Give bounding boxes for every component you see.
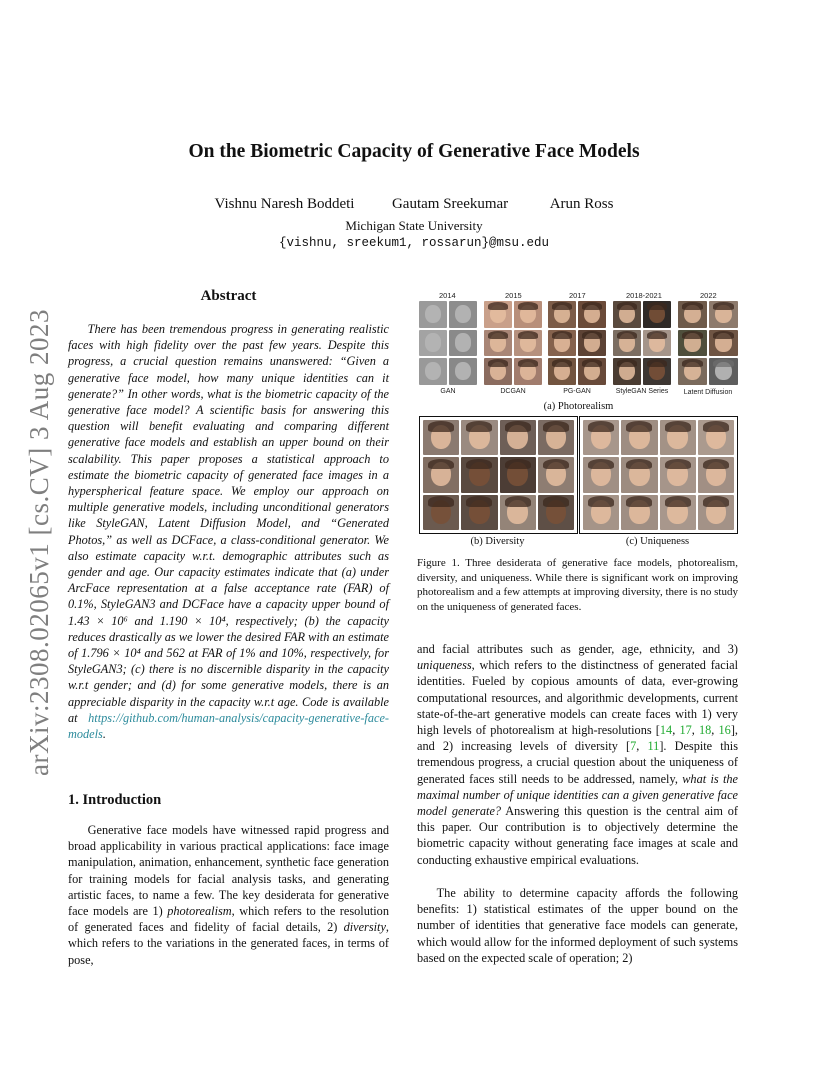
face-image [578,301,606,328]
face-image [709,330,738,357]
year-label: 2022 [700,291,717,300]
figure-1 [417,291,740,553]
abstract-end: . [102,727,106,742]
face-image [678,330,707,357]
face-image [484,330,512,357]
face-image [461,495,497,530]
face-image [461,457,497,492]
text-run: and facial attributes such as gender, age, ethnicity, and 3) [417,642,738,656]
face-image [678,358,707,385]
face-image [514,301,542,328]
body-paragraph: The ability to determine capacity affords the following benefits: 1) statistical estimates of the upper bound on the number of identities that generative face models can generate, which would allow for the informed deployment of such systems based on the expected scale of operation; 2) [417,886,738,965]
section-heading-introduction: 1. Introduction [68,792,162,808]
face-image [613,358,641,385]
face-image [548,330,576,357]
face-image [500,420,536,455]
model-label: DCGAN [500,388,526,395]
model-label: Latent Diffusion [683,389,733,396]
face-image [709,358,738,385]
face-image [514,358,542,385]
author-name: Gautam Sreekumar [391,196,509,212]
affiliation: Michigan State University [345,218,483,233]
face-image [698,495,734,530]
latent-diffusion-samples [678,301,738,385]
face-image [643,330,671,357]
face-image [583,495,619,530]
subfigure-caption-uniqueness: (c) Uniqueness [625,536,690,547]
citation-link[interactable]: 16 [718,723,731,738]
face-image [484,358,512,385]
face-image [548,301,576,328]
citation-link[interactable]: 14 [659,723,673,738]
text-run: ], and 2) increasing levels of diversity [ [417,723,738,754]
uniqueness-panel [579,416,738,534]
face-image [583,420,619,455]
face-image [449,301,477,328]
pggan-samples [548,301,606,385]
face-image [678,301,707,328]
face-image [698,420,734,455]
face-image [419,301,447,328]
face-image [484,301,512,328]
year-label: 2015 [505,291,522,300]
face-image [538,457,574,492]
face-image [578,358,606,385]
face-image [613,301,641,328]
diversity-grid [423,420,574,530]
emphasis-uniqueness: uniqueness [417,658,472,673]
text-run: ]. Despite this tremendous progress, a crucial question about the uniqueness of generated faces still needs to be addressed, namely, [417,739,738,786]
author-list [0,196,828,213]
subfigure-caption-photorealism: (a) Photorealism [543,401,614,412]
face-image [500,495,536,530]
face-image [709,301,738,328]
face-image [423,420,459,455]
face-image [461,420,497,455]
face-image [621,457,657,492]
face-image [643,358,671,385]
arxiv-identifier-stamp: arXiv:2308.02065v1 [cs.CV] 3 Aug 2023 [24,309,54,776]
uniqueness-grid [583,420,734,530]
author-name: Arun Ross [549,196,614,212]
face-image [419,358,447,385]
face-image [578,330,606,357]
model-label: GAN [440,388,456,395]
author-name: Vishnu Naresh Boddeti [214,196,355,212]
face-image [538,495,574,530]
subfigure-caption-diversity: (b) Diversity [470,536,525,547]
model-label: PG-GAN [563,388,591,395]
face-image [449,358,477,385]
face-image [500,457,536,492]
intro-paragraph [68,822,389,968]
year-label: 2018-2021 [626,291,662,300]
abstract-text: There has been tremendous progress in generating realistic faces with high fidelity over the past few years. Despite this progress, a crucial question remains unanswered: “Given a generative face model, how many unique identities can it generate?” In other words, what is the biometric capacity of the generative face model? A scientific basis for answering this question will benefit evaluating and comparing different generative face models and establish an upper bound on their scalability. This paper proposes a statistical approach to estimate the biometric capacity of generated face images in a hyperspherical feature space. We employ our approach on multiple generative models, including unconditional generators like StyleGAN, Latent Diffusion Model, and “Generated Photos,” as well as DCFace, a class-conditional generator. We also estimate capacity w.r.t. demographic attributes such as gender and age. Our capacity estimates indicate that (a) under ArcFace representation at a false acceptance rate (FAR) of 0.1%, StyleGAN3 and DCFace have a capacity upper bound of 1.43 × 10⁶ and 1.190 × 10⁴, respectively; (b) the capacity reduces drastically as we lower the desired FAR with an estimate of 1.796 × 10⁴ and 562 at FAR of 1% and 10%, respectively, for StyleGAN3; (c) there is no discernible disparity in the capacity w.r.t gender; and (d) for some generative models, there is an appreciable disparity in the capacity w.r.t age. Code is available at [68,322,389,725]
face-image [613,330,641,357]
face-image [643,301,671,328]
author-emails: {vishnu, sreekum1, rossarun}@msu.edu [278,236,550,250]
model-label: StyleGAN Series [615,388,669,395]
body-paragraph: and facial attributes such as gender, age, ethnicity, and 3) uniqueness, which refers to the distinctness of generated facial identities. Fueled by copious amounts of data, ever-growing computational resources, and algorithmic developments, current state-of-the-art generative models can create faces with 1) very high levels of photorealism at high-resolutions [14, 17, 18, 16], and 2) increasing levels of diversity [7, 11]. Despite this tremendous progress, a crucial question about the uniqueness of generated faces still needs to be addressed, namely, what is the maximal number of unique identities can a given generative face model generate? Answering this question is the central aim of this paper. Our contribution is to objectively determine the biometric capacity without generating face images at scale and conducting exhaustive empirical evaluations. [417,642,738,867]
dcgan-samples [484,301,542,385]
face-image [660,420,696,455]
face-image [419,330,447,357]
emphasis-photorealism: photorealism [167,904,232,919]
citation-link[interactable]: 17 [679,723,692,738]
face-image [538,420,574,455]
year-label: 2014 [439,291,456,300]
text-run: , which refers to the variations in the generated faces, in terms of pose, [68,920,389,967]
face-image [423,495,459,530]
citation-link[interactable]: 11 [647,739,660,754]
face-image [514,330,542,357]
citation-link[interactable]: 7 [630,739,637,754]
face-image [621,495,657,530]
text-run: Generative face models have witnessed rapid progress and broad applicability in various practical applications: face image manipulation, animation, enhancement, synthetic face generation for training models for facial analysis tasks, and generating artistic faces, to name a few. The key desiderata for generative face models are 1) [68,823,389,919]
abstract-heading: Abstract [200,288,257,304]
face-image [621,420,657,455]
emphasis-diversity: diversity [343,920,386,935]
figure-caption: Figure 1. Three desiderata of generative face models, photorealism, diversity, and uniqueness. While there is significant work on improving photorealism and a few attempts at improving diversity, there is no study on the uniqueness of generated faces. [417,557,738,613]
face-image [660,457,696,492]
face-image [660,495,696,530]
citation-link[interactable]: 18 [698,723,712,738]
stylegan-samples [613,301,671,385]
paper-title: On the Biometric Capacity of Generative Face Models [188,141,640,162]
face-image [698,457,734,492]
text-run: Answering this question is the central aim of this paper. Our contribution is to objectively determine the biometric capacity without generating face images at scale and conducting exhaustive empirical evaluations. [417,804,738,867]
text-run: , which refers to the resolution of generated faces and fidelity of facial details, 2) [68,904,389,935]
diversity-panel [419,416,578,534]
face-image [423,457,459,492]
face-image [583,457,619,492]
text-run: , which refers to the distinctness of generated facial identities. Fueled by copious amounts of data, ever-growing computational resources, and algorithmic developments, current state-of-the-art generative models can create faces with 1) very high levels of photorealism at high-resolutions [ [417,658,738,738]
emphasis-question: what is the maximal number of unique identities can a given generative face model generate? [417,771,738,819]
abstract-body [68,321,389,742]
gan-samples [419,301,477,385]
face-image [449,330,477,357]
year-label: 2017 [569,291,586,300]
code-link[interactable]: https://github.com/human-analysis/capacity-generative-face-models [68,710,389,742]
face-image [548,358,576,385]
